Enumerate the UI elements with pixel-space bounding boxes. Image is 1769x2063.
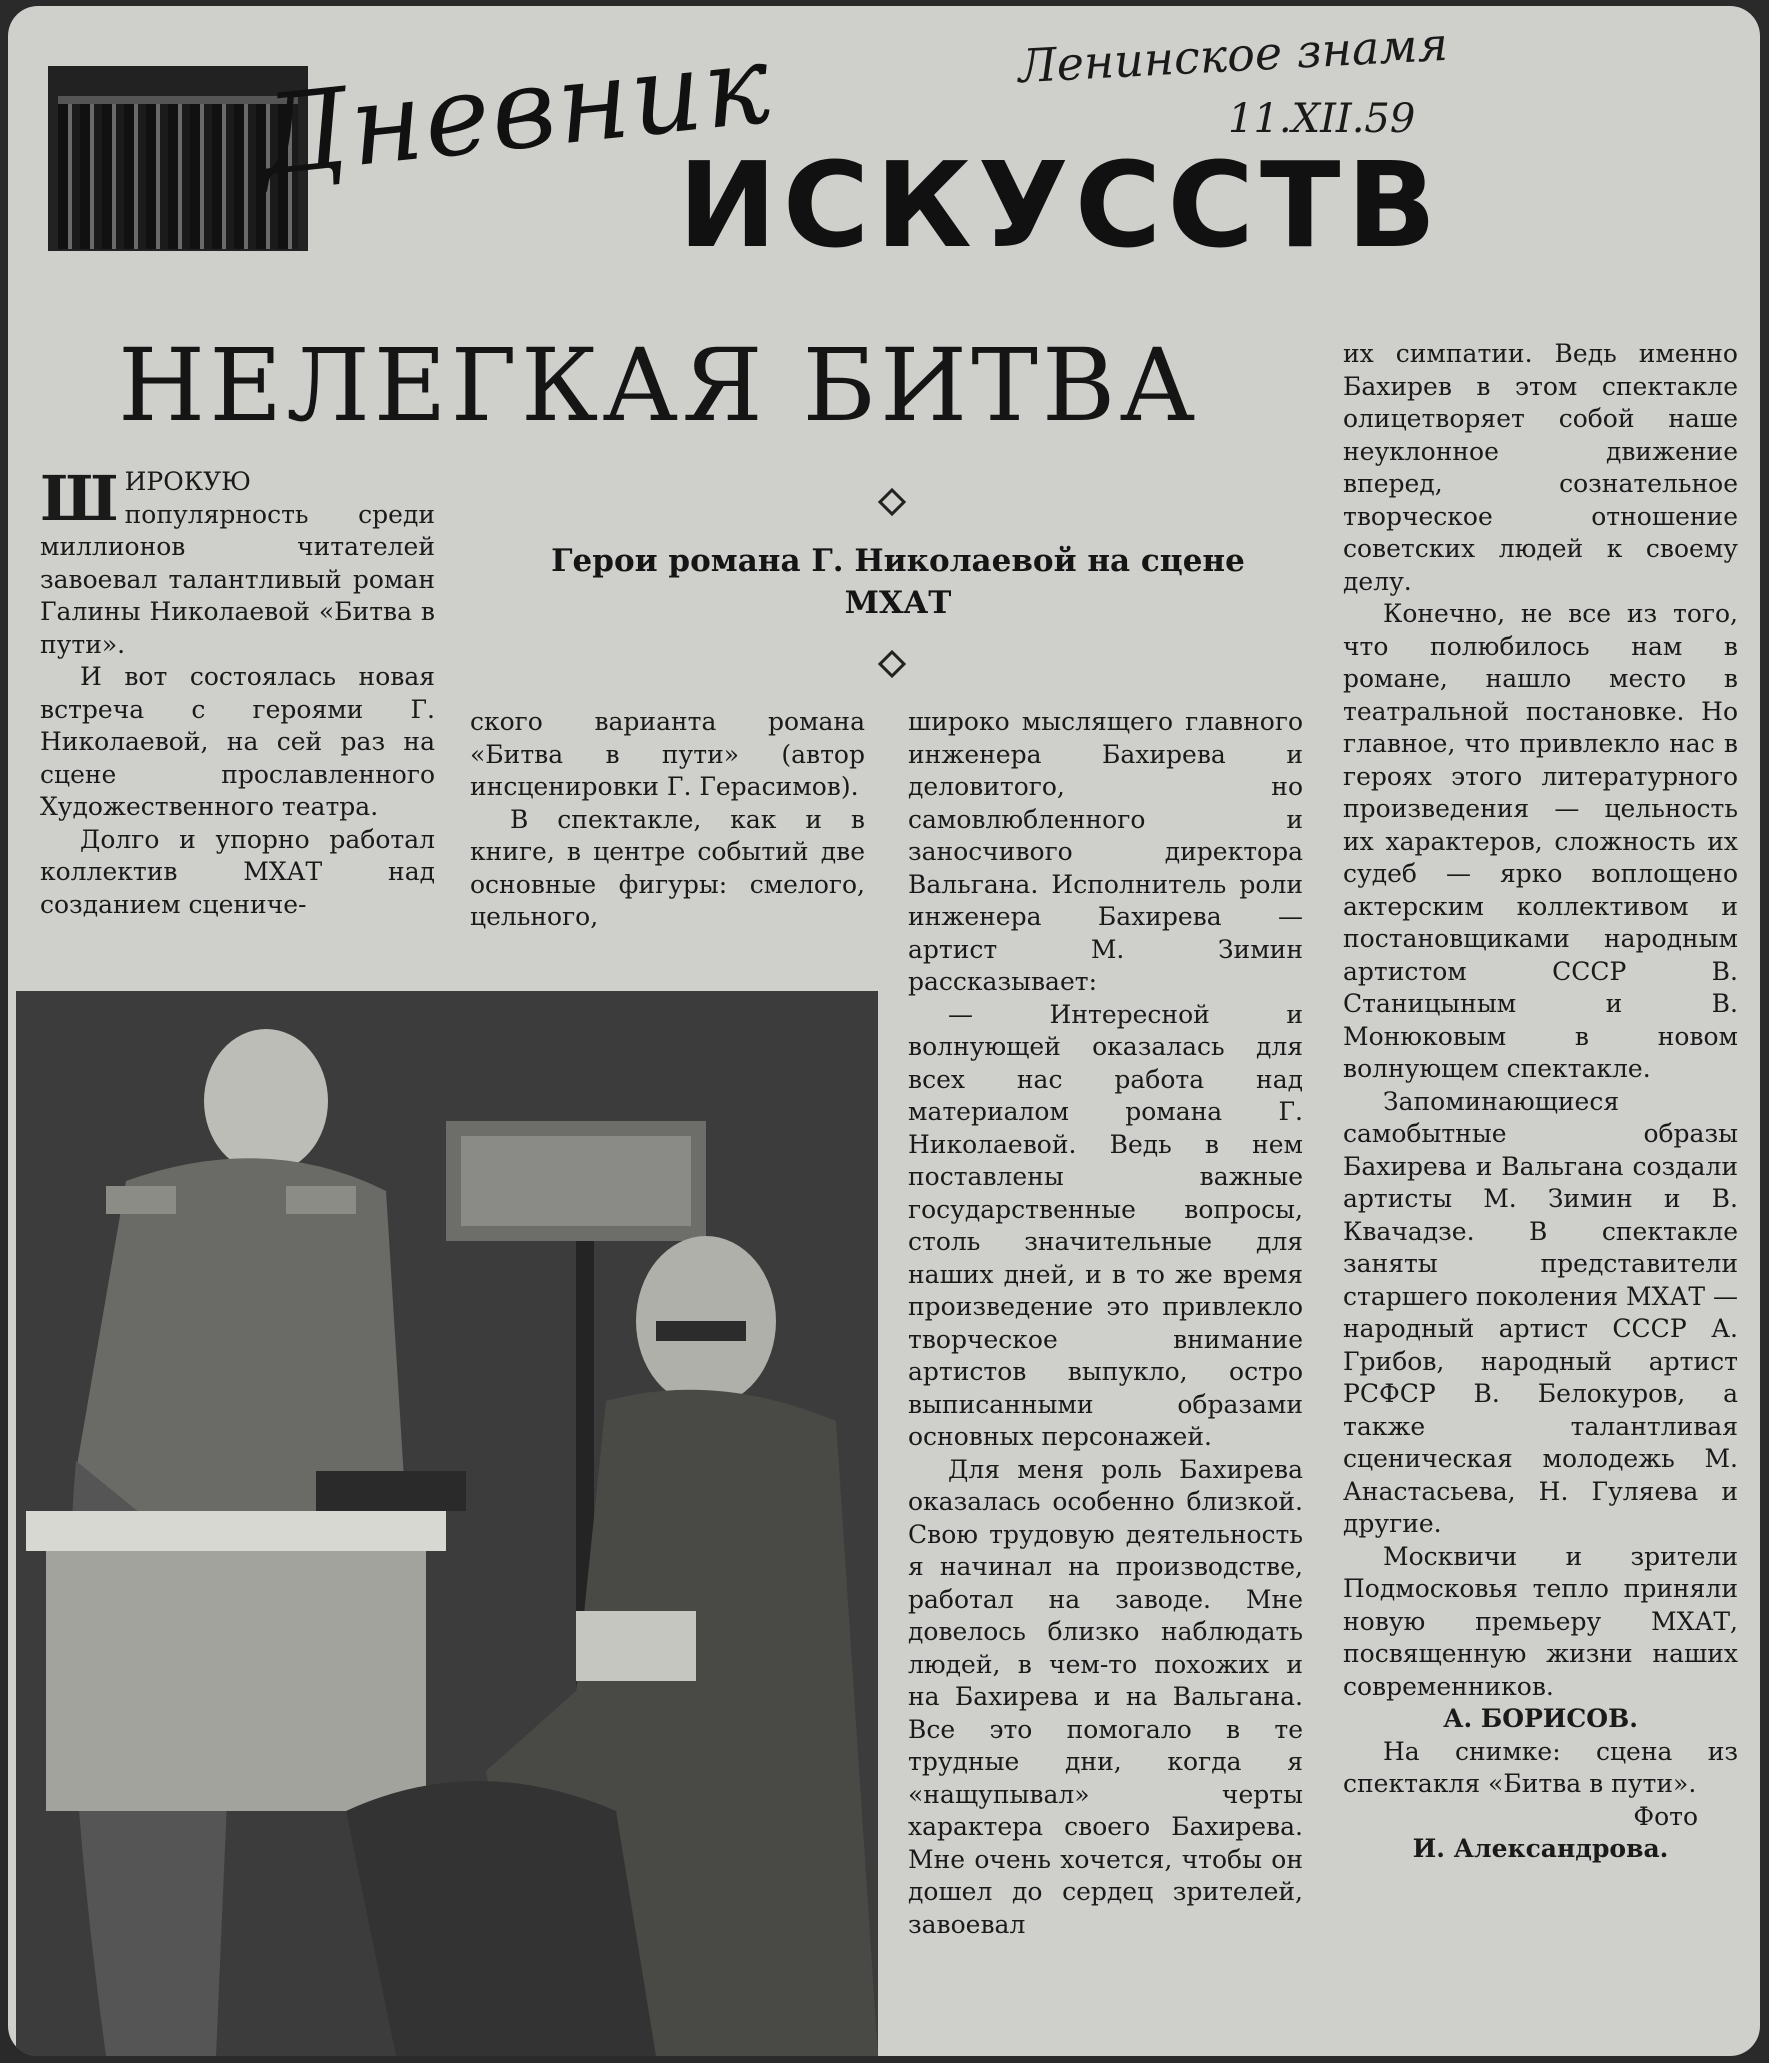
- article-subtitle: Герои романа Г. Николаевой на сцене МХАТ: [551, 543, 1245, 621]
- paragraph: их симпатии. Ведь именно Бахирев в этом спектакле олицетворяет собой наше неуклонное движение вперед, сознательное творческое отношение советских людей к своему делу.: [1343, 339, 1738, 596]
- photo-credit-label: Фото: [1633, 1801, 1698, 1831]
- photographer-name: И. Александрова.: [1412, 1834, 1669, 1863]
- scene-photograph: [16, 991, 878, 2056]
- photo-caption: На снимке: сцена из спектакля «Битва в пути».: [1343, 1736, 1738, 1798]
- article-column-4: [1343, 338, 1738, 1866]
- article-column-1: [40, 462, 435, 921]
- newspaper-clipping: [8, 6, 1760, 2056]
- paragraph: Долго и упорно работал коллектив МХАТ над созданием сцениче-: [40, 824, 435, 919]
- diamond-ornament-icon: [878, 488, 906, 516]
- paragraph: Для меня роль Бахирева оказалась особенно близкой. Свою трудовую деятельность я начинал на производстве, работал на заводе. Мне довелось близко наблюдать людей, в чем-то похожих и на Бахирева и на Вальгана. Все это помогало в те трудные дни, когда я «нащупывал» черты характера своего Бахирева. Мне очень хочется, чтобы он дошел до сердец зрителей, завоевал: [908, 1454, 1303, 1939]
- paragraph: ского варианта романа «Битва в пути» (автор инсценировки Г. Герасимов).: [470, 707, 865, 801]
- photo-illustration: [16, 991, 878, 2056]
- paragraph: — Интересной и волнующей оказалась для всех нас работа над материалом романа Г. Николаевой. Ведь в нем поставлены важные государственные вопросы, столь значительные для наших дней, и в то же время произведение это привлекло творческое внимание артистов выпукло, остро выписанными образами основных персонажей.: [908, 999, 1303, 1451]
- paragraph: И вот состоялась новая встреча с героями Г. Николаевой, на сей раз на сцене прославленного Художественного театра.: [40, 662, 435, 821]
- rubric-block-title: ИСКУССТВ: [678, 136, 1443, 274]
- author-signature: А. БОРИСОВ.: [1443, 1704, 1638, 1733]
- handwritten-source-note: Ленинское знамя: [1016, 16, 1450, 94]
- article-column-3: [908, 706, 1303, 1941]
- handwritten-date-note: 11.XII.59: [1228, 96, 1416, 142]
- paragraph: В спектакле, как и в книге, в центре событий две основные фигуры: смелого, цельного,: [470, 804, 865, 931]
- paragraph: широко мыслящего главного инженера Бахирева и деловитого, но самовлюбленного и заносчивого директора Вальгана. Исполнитель роли инженера Бахирева — артист М. Зимин рассказывает:: [908, 707, 1303, 996]
- article-column-2: [470, 706, 865, 934]
- paragraph: Запоминающиеся самобытные образы Бахирева и Вальгана создали артисты М. Зимин и В. Квачадзе. В спектакле заняты представители старшего поколения МХАТ — народный артист СССР А. Грибов, народный артист РСФСР В. Белокуров, а также талантливая сценическая молодежь М. Анастасьева, Н. Гуляева и другие.: [1343, 1086, 1738, 1538]
- rubric-script-title: Дневник: [252, 19, 778, 201]
- diamond-ornament-icon: [878, 650, 906, 678]
- paragraph: Конечно, не все из того, что полюбилось нам в романе, нашло место в театральной постановке. Но главное, что привлекло нас в героях этого литературного произведения — цельность их характеров, сложность их судеб — ярко воплощено актерским коллективом и постановщиками народным артистом СССР В. Станицыным и В. Монюковым в новом волнующем спектакле.: [1343, 599, 1738, 1083]
- article-headline: НЕЛЕГКАЯ БИТВА: [118, 327, 1200, 444]
- paragraph: Москвичи и зрители Подмосковья тепло приняли новую премьеру МХАТ, посвященную жизни наших современников.: [1343, 1541, 1738, 1701]
- paragraph: ШИРОКУЮ популярность среди миллионов читателей завоевал талантливый роман Галины Николаевой «Битва в пути».: [40, 462, 435, 659]
- drop-cap: Ш: [40, 462, 119, 535]
